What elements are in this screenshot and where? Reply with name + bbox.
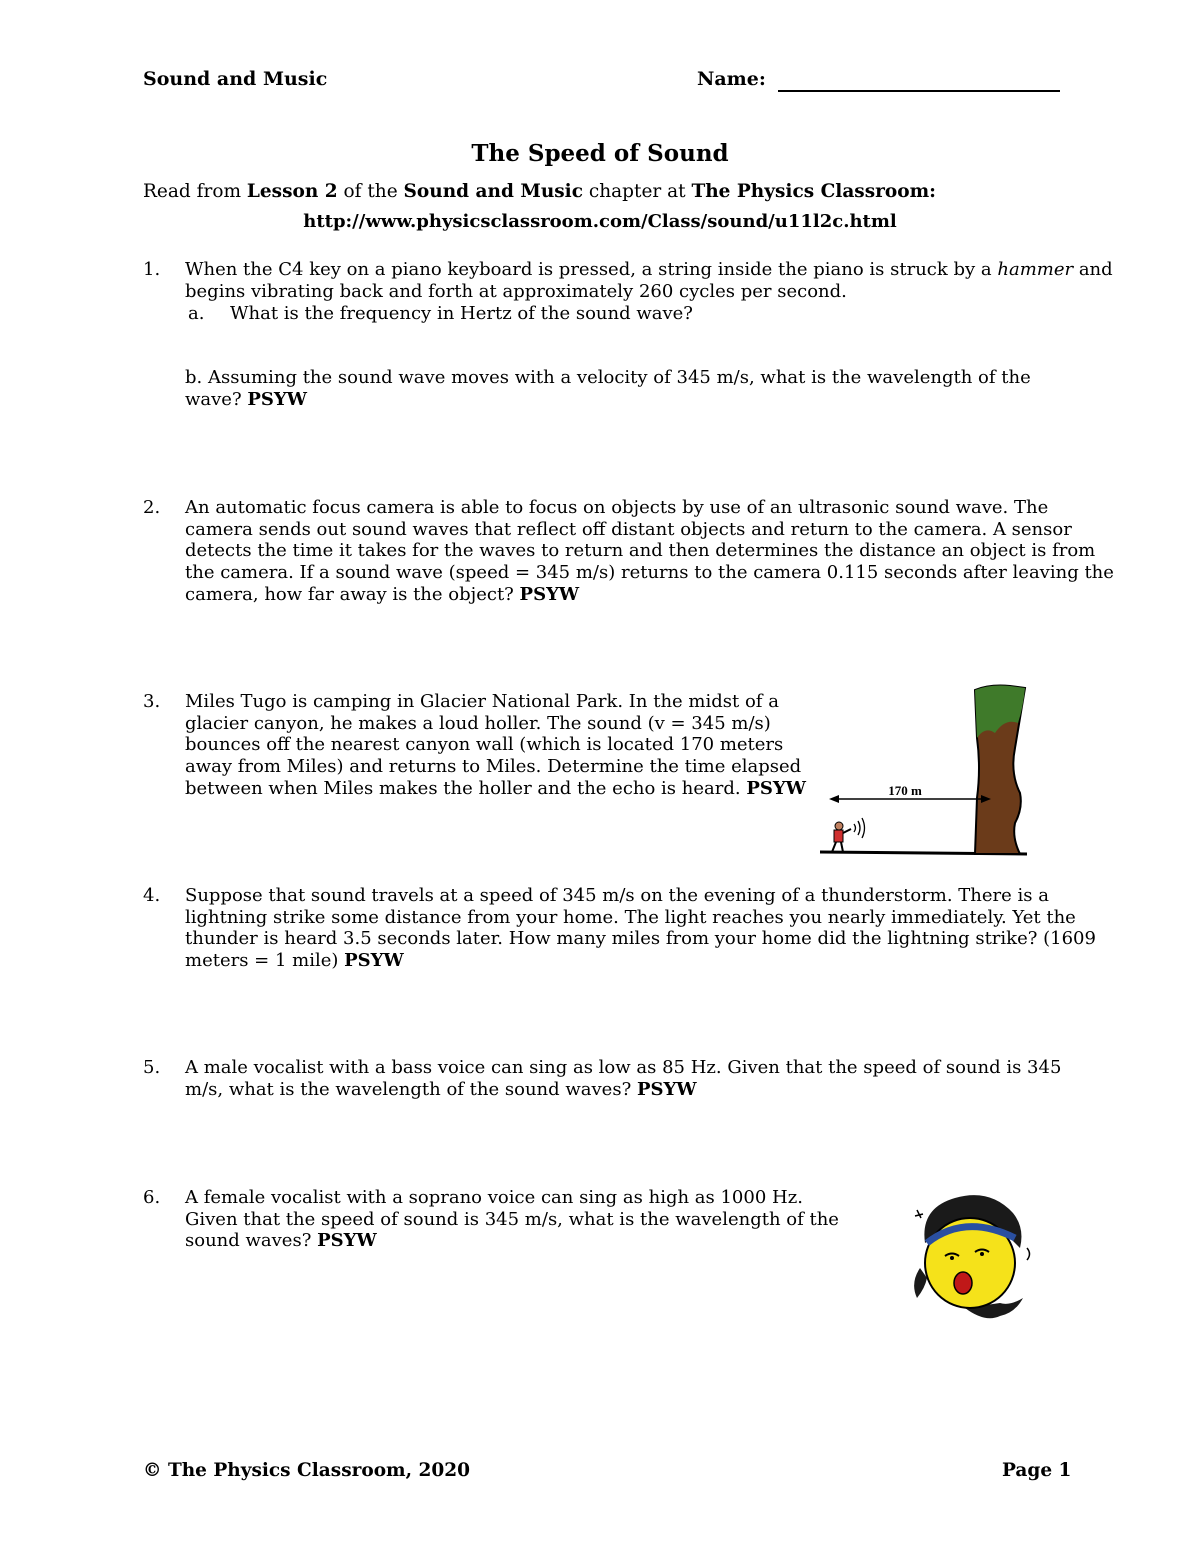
intro-site: The Physics Classroom: [691, 181, 936, 202]
intro-middle2: chapter at [582, 181, 692, 202]
intro-text [143, 181, 936, 202]
course-title: Sound and Music [143, 68, 328, 90]
question-1-line-2: begins vibrating back and forth at approximately 260 cycles per second. [185, 280, 847, 302]
question-5-psyw: PSYW [636, 1078, 697, 1100]
sound-wave-icon [854, 818, 865, 838]
question-4-line-3: thunder is heard 3.5 seconds later. How many miles from your home did the lightning strike? (1609 [185, 928, 1096, 950]
question-6-psyw: PSYW [317, 1230, 377, 1252]
question-6-text [185, 1187, 839, 1252]
question-1a-label: a. [188, 303, 205, 324]
question-4-line-4: meters = 1 mile) [185, 950, 345, 972]
question-4-number: 4. [143, 885, 161, 906]
intro-prefix: Read from [143, 181, 247, 202]
question-1-italic: hammer [997, 259, 1074, 280]
question-6-line-3: sound waves? [185, 1230, 318, 1252]
question-3-line-3: bounces off the nearest canyon wall (which is located 170 meters [185, 734, 784, 756]
question-5-line-1: A male vocalist with a bass voice can sing as low as 85 Hz. Given that the speed of sound is 345 [185, 1057, 1062, 1078]
question-1b-line-1: b. Assuming the sound wave moves with a velocity of 345 m/s, what is the wavelength of the [185, 367, 1031, 388]
question-5-number: 5. [143, 1057, 161, 1078]
question-3-line-5: between when Miles makes the holler and the echo is heard. [185, 777, 747, 799]
arrow-head-left [829, 795, 839, 803]
question-1-line-1: When the C4 key on a piano keyboard is pressed, a string inside the piano is struck by a [185, 259, 998, 280]
footer-page-number: Page 1 [1002, 1460, 1072, 1481]
question-1a-text: What is the frequency in Hertz of the sound wave? [230, 303, 693, 324]
question-1-number: 1. [143, 259, 161, 280]
question-5-text [185, 1057, 1061, 1100]
question-3-line-1: Miles Tugo is camping in Glacier National Park. In the midst of a [185, 691, 779, 712]
question-2-line-4: the camera. If a sound wave (speed = 345 m/s) returns to the camera 0.115 seconds after leaving the [185, 562, 1114, 584]
page-title: The Speed of Sound [471, 140, 729, 167]
name-label: Name: [697, 68, 766, 90]
question-4-text [185, 885, 1096, 972]
question-2-psyw: PSYW [519, 583, 580, 605]
question-2-text [185, 497, 1114, 606]
question-6-number: 6. [143, 1187, 161, 1208]
question-2-line-1: An automatic focus camera is able to focus on objects by use of an ultrasonic sound wave. The [185, 497, 1049, 518]
question-1-psyw: PSYW [247, 388, 307, 410]
question-4-line-1: Suppose that sound travels at a speed of 345 m/s on the evening of a thunderstorm. There is a [185, 885, 1049, 906]
intro-lesson: Lesson 2 [246, 181, 338, 202]
canyon-figure [815, 678, 1035, 863]
question-3-psyw: PSYW [746, 777, 806, 799]
question-5-line-2: m/s, what is the wavelength of the sound waves? [185, 1078, 637, 1100]
question-2-line-2: camera sends out sound waves that reflect off distant objects and return to the camera. A sensor [185, 518, 1072, 540]
question-1-text [185, 259, 1113, 302]
question-1-after-italic: and [1073, 259, 1113, 280]
question-6-line-2: Given that the speed of sound is 345 m/s, what is the wavelength of the [185, 1208, 839, 1230]
question-2-line-3: detects the time it takes for the waves to return and then determines the distance an object is from [185, 540, 1096, 562]
question-6-line-1: A female vocalist with a soprano voice can sing as high as 1000 Hz. [185, 1187, 803, 1208]
question-4-psyw: PSYW [344, 950, 404, 972]
question-1b-text [185, 367, 1031, 410]
footer-copyright: © The Physics Classroom, 2020 [143, 1460, 470, 1481]
question-2-number: 2. [143, 497, 161, 518]
question-1b-line-2: wave? [185, 388, 248, 410]
question-2-line-5: camera, how far away is the object? [185, 583, 520, 605]
singer-face-icon [905, 1188, 1040, 1323]
person-icon [832, 822, 851, 852]
question-3-text [185, 691, 806, 800]
intro-middle: of the [337, 181, 404, 202]
intro-chapter: Sound and Music [403, 181, 583, 202]
name-blank-line[interactable] [778, 90, 1060, 92]
distance-label: 170 m [888, 783, 922, 798]
question-4-line-2: lightning strike some distance from your home. The light reaches you nearly immediately. Yet the [185, 906, 1076, 928]
question-3-line-2: glacier canyon, he makes a loud holler. The sound (v = 345 m/s) [185, 712, 771, 734]
question-3-number: 3. [143, 691, 161, 712]
source-url[interactable]: http://www.physicsclassroom.com/Class/sound/u11l2c.html [303, 211, 897, 232]
question-3-line-4: away from Miles) and returns to Miles. Determine the time elapsed [185, 756, 802, 778]
